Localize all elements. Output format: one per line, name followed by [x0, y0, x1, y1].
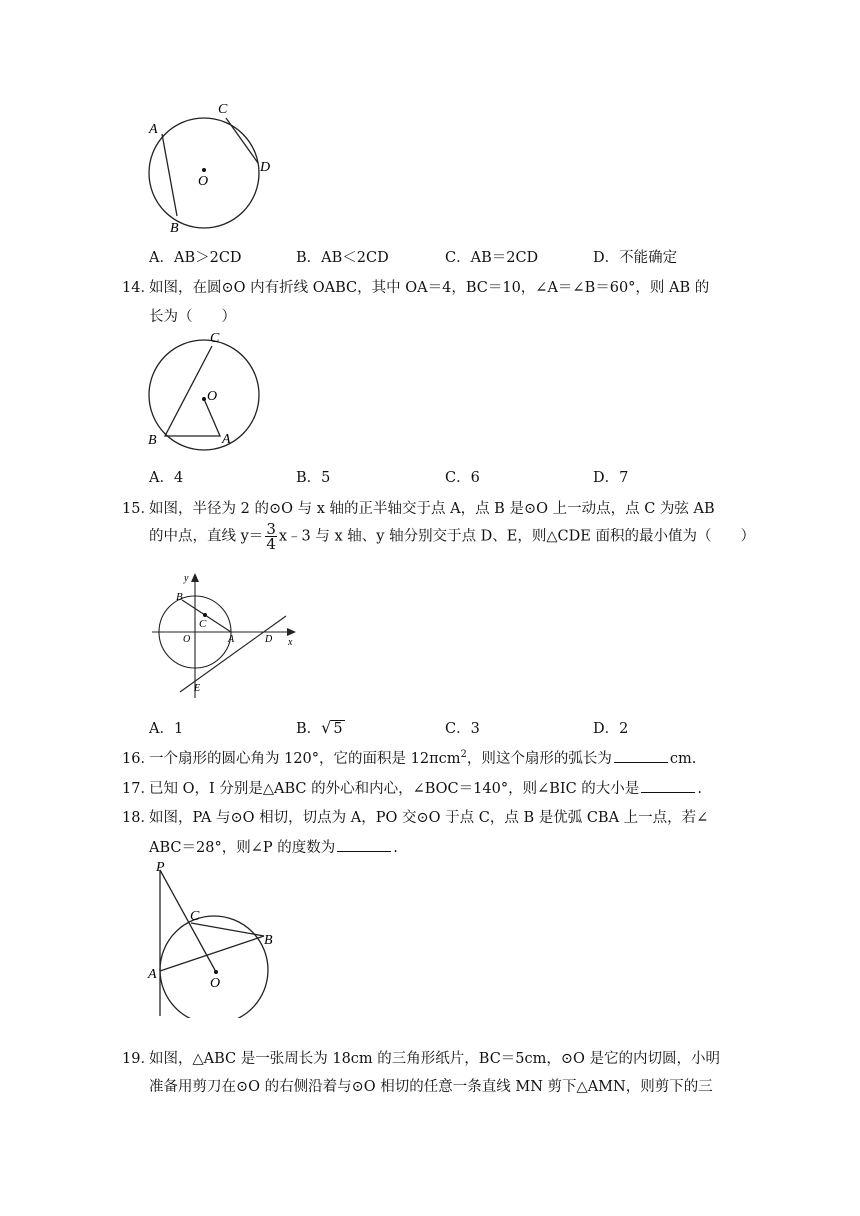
q13-label-b: B: [170, 221, 179, 236]
q14-label-b: B: [148, 433, 157, 448]
q18-label-p: P: [156, 860, 165, 875]
q14-circle: [149, 340, 259, 450]
q15-figure: [148, 570, 304, 700]
q13-chord-ab: [162, 134, 177, 216]
q18-line1: 如图，PA 与⊙O 相切，切点为 A，PO 交⊙O 于点 C，点 B 是优弧 CBA 上一点，若∠: [149, 810, 709, 826]
q13-option-c: C．AB＝2CD: [445, 250, 539, 266]
q15-option-a: A．1: [149, 721, 184, 737]
q19-number: 19．: [122, 1051, 155, 1067]
q15-frac-denominator: 4: [266, 535, 276, 553]
q17-text-end: .: [697, 781, 702, 797]
q14-option-b: B．5: [296, 470, 331, 486]
q19-line2: 准备用剪刀在⊙O 的右侧沿着与⊙O 相切的任意一条直线 MN 剪下△AMN，则剪下的三: [149, 1079, 713, 1095]
q18-label-a: A: [148, 967, 157, 982]
q18-figure: [144, 858, 284, 1018]
q18-line-po: [160, 870, 216, 972]
q18-label-c: C: [190, 909, 200, 924]
q15-option-b-label: B．: [296, 721, 322, 737]
q18-line2-start: ABC＝28°，则∠P 的度数为: [149, 840, 336, 856]
q14-label-a: A: [222, 432, 231, 447]
q13-label-d: D: [260, 160, 271, 175]
q13-circle: [149, 118, 259, 228]
q18-number: 18．: [122, 810, 155, 826]
q15-frac-numerator: 3: [266, 520, 276, 538]
q14-line1: 如图，在圆⊙O 内有折线 OABC，其中 OA＝4，BC＝10，∠A＝∠B＝60°，则 AB 的: [149, 280, 710, 296]
q16-text-start: 一个扇形的圆心角为 120°，它的面积是 12πcm: [149, 751, 461, 767]
q17-number: 17．: [122, 781, 155, 797]
q13-label-a: A: [149, 122, 158, 137]
q15-line2-start: 的中点，直线 y＝: [149, 528, 264, 545]
q14-label-o: O: [207, 389, 218, 404]
q15-label-a: A: [228, 634, 235, 645]
q17-text-start: 已知 O，I 分别是△ABC 的外心和内心，∠BOC＝140°，则∠BIC 的大小是: [149, 781, 640, 797]
q14-line2: 长为（ ）: [149, 309, 236, 325]
q15-sqrt-sign: √: [321, 718, 332, 737]
q16-answer-blank[interactable]: [614, 750, 668, 763]
q16-text-middle: ，则这个扇形的弧长为: [466, 751, 612, 767]
q18-line2: [149, 836, 398, 857]
q15-y-arrow: [191, 573, 199, 582]
q15-point-c: [203, 613, 207, 617]
q18-chord-cb: [191, 923, 264, 936]
q14-option-d: D．7: [593, 470, 629, 486]
q15-line1: 如图，半径为 2 的⊙O 与 x 轴的正半轴交于点 A，点 B 是⊙O 上一动点，点 C 为弦 AB: [149, 501, 715, 517]
q15-label-b: B: [176, 591, 183, 603]
q13-option-a: A．AB＞2CD: [149, 250, 242, 266]
q15-label-y: y: [184, 573, 189, 584]
q18-center-dot: [214, 970, 218, 974]
q16-text-end: cm.: [669, 751, 697, 767]
q14-number: 14．: [122, 280, 155, 296]
q15-option-b: [296, 717, 345, 738]
q15-line-de: [180, 616, 286, 692]
q15-label-o: O: [183, 634, 191, 645]
q15-number: 15．: [122, 501, 155, 517]
q13-center-dot: [202, 168, 206, 172]
q16-number: 16．: [122, 751, 155, 767]
q16-superscript: 2: [460, 749, 467, 761]
q15-line2-end: x﹣3 与 x 轴、y 轴分别交于点 D、E，则△CDE 面积的最小值为（ ）: [278, 528, 755, 545]
q18-circle: [160, 916, 268, 1018]
q15-line2: [149, 522, 755, 551]
q15-option-c: C．3: [445, 721, 480, 737]
q17-answer-blank[interactable]: [641, 780, 695, 793]
q13-label-c: C: [218, 102, 228, 117]
q14-figure: [140, 326, 270, 452]
q14-label-c: C: [210, 331, 220, 346]
q15-option-d: D．2: [593, 721, 629, 737]
q13-option-d: D．不能确定: [593, 250, 678, 266]
q16-line: [149, 747, 696, 768]
q15-fraction: [265, 522, 277, 551]
q18-line2-end: .: [393, 840, 398, 856]
q15-label-d: D: [265, 634, 273, 645]
q15-sqrt-radicand: 5: [333, 721, 343, 737]
q13-figure: [140, 96, 280, 238]
q14-center-dot: [202, 397, 206, 401]
q14-option-a: A．4: [149, 470, 184, 486]
q18-label-b: B: [264, 933, 273, 948]
q15-label-c: C: [199, 618, 207, 630]
q19-line1: 如图，△ABC 是一张周长为 18cm 的三角形纸片，BC＝5cm，⊙O 是它的内切圆，小明: [149, 1051, 721, 1067]
q15-label-e: E: [194, 683, 201, 694]
q15-label-x: x: [288, 637, 293, 648]
q13-option-b: B．AB＜2CD: [296, 250, 389, 266]
q14-option-c: C．6: [445, 470, 480, 486]
q18-label-o: O: [210, 976, 221, 991]
q13-label-o: O: [198, 174, 209, 189]
q15-x-arrow: [287, 628, 296, 636]
q18-answer-blank[interactable]: [337, 839, 391, 852]
q13-chord-cd: [226, 118, 258, 163]
q17-line: [149, 777, 702, 798]
